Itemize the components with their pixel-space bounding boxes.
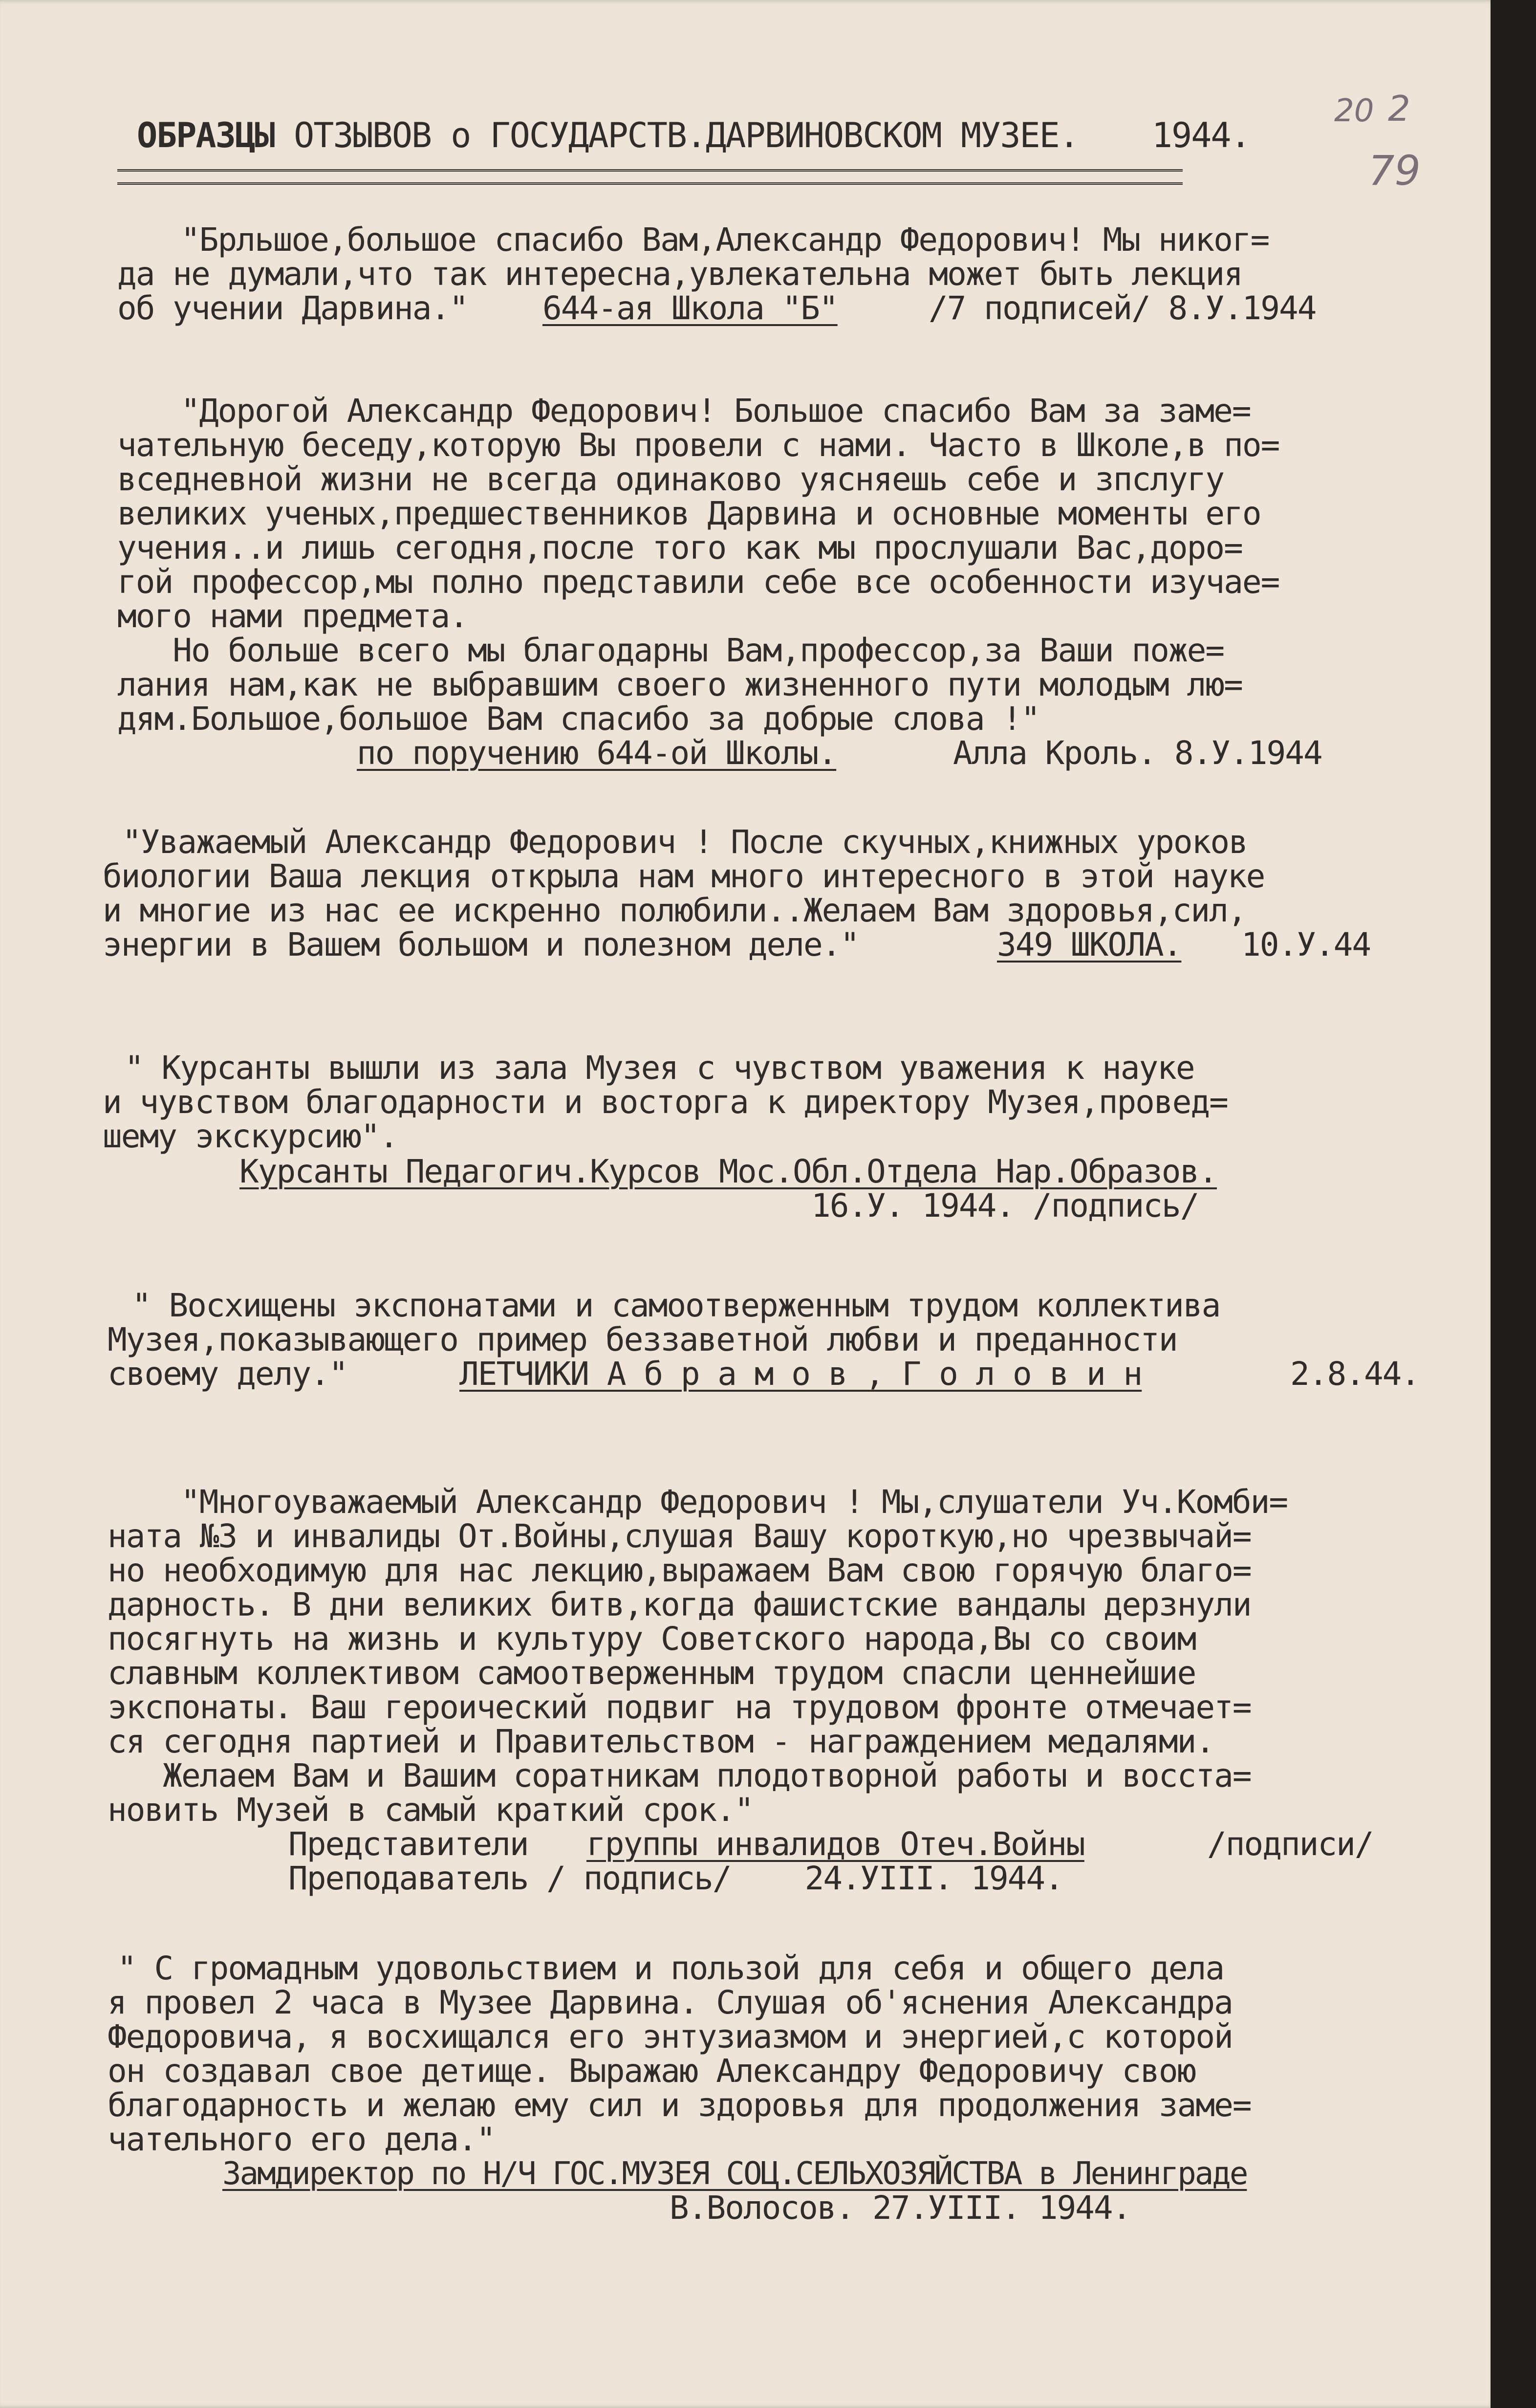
review-6-signature: группы инвалидов Отеч.Войны xyxy=(586,1825,1084,1863)
review-2-line-3: вседневной жизни не всегда одинаково уясняешь себе и зпслугу xyxy=(117,460,1224,498)
review-3-line-2: биологии Ваша лекция открыла нам много интересного в этой науке xyxy=(103,857,1265,895)
pencil-folio-number-3: 79 xyxy=(1368,147,1421,195)
review-2-line-5: учения..и лишь сегодня,после того как мы прослушали Вас,доро= xyxy=(117,529,1242,567)
scan-edge xyxy=(1491,0,1536,2408)
review-2-signature: по поручению 644-ой Школы. xyxy=(357,734,837,772)
review-2-line-2: чательную беседу,которую Вы провели с нами. Часто в Школе,в по= xyxy=(117,426,1279,464)
review-5-line-1: " Восхищены экспонатами и самоотверженным трудом коллектива xyxy=(132,1287,1220,1324)
review-2-line-7: мого нами предмета. xyxy=(117,597,468,635)
review-5-tail: 2.8.44. xyxy=(1290,1355,1420,1393)
review-6-line-2: ната №3 и инвалиды От.Войны,слушая Вашу короткую,но чрезвычай= xyxy=(108,1517,1251,1555)
review-6-line-1: "Многоуважаемый Александр Федорович ! Мы,слушатели Уч.Комби= xyxy=(181,1483,1288,1521)
pencil-folio-number-2: 2 xyxy=(1388,88,1410,129)
review-2-tail: Алла Кроль. 8.У.1944 xyxy=(953,734,1322,772)
review-4-signature: Курсанты Педагогич.Курсов Мос.Обл.Отдела Нар.Образов. xyxy=(239,1153,1217,1190)
title-year: 1944. xyxy=(1151,115,1250,155)
review-4-line-2: и чувством благодарности и восторга к директору Музея,провед= xyxy=(103,1083,1228,1121)
review-2-line-9: лания нам,как не выбравшим своего жизненного пути молодым лю= xyxy=(117,666,1242,703)
review-6-line-7: экспонаты. Ваш героический подвиг на трудовом фронте отмечает= xyxy=(108,1688,1251,1726)
pencil-folio-number: 20 xyxy=(1334,93,1374,129)
review-6-line-6: славным коллективом самоотверженным трудом спасли ценнейшие xyxy=(108,1654,1196,1692)
review-6-line-9: Желаем Вам и Вашим соратникам плодотворной работы и восста= xyxy=(108,1757,1251,1795)
title-double-rule xyxy=(117,169,1183,185)
review-7-line-6: чательного его дела." xyxy=(108,2121,495,2158)
review-5-signature: ЛЕТЧИКИ А б р а м о в , Г о л о в и н xyxy=(459,1355,1142,1393)
review-7-line-2: я провел 2 часа в Музее Дарвина. Слушая об'яснения Александра xyxy=(108,1984,1233,2021)
review-4-line-1: " Курсанты вышли из зала Музея с чувством уважения к науке xyxy=(125,1049,1194,1087)
review-1-line-1: "Брльшое,большое спасибо Вам,Александр Федорович! Мы никог= xyxy=(181,221,1269,259)
review-6-line-4: дарность. В дни великих битв,когда фашистские вандалы дерзнули xyxy=(108,1586,1251,1623)
review-3-line-3: и многие из нас ее искренно полюбили..Желаем Вам здоровья,сил, xyxy=(103,892,1246,929)
review-2-line-6: гой профессор,мы полно представили себе все особенности изучае= xyxy=(117,563,1279,601)
review-1-line-3: об учении Дарвина." xyxy=(117,289,468,327)
review-4-tail: 16.У. 1944. /подпись/ xyxy=(811,1187,1199,1225)
review-1-signature: 644-ая Школа "Б" xyxy=(542,289,838,327)
document-title xyxy=(137,115,1250,155)
review-7-line-4: он создавал свое детище. Выражаю Александру Федоровичу свою xyxy=(108,2052,1196,2090)
review-7-line-5: благодарность и желаю ему сил и здоровья для продолжения заме= xyxy=(108,2086,1251,2124)
review-6-line-3: но необходимую для нас лекцию,выражаем Вам свою горячую благо= xyxy=(108,1552,1251,1589)
review-6-tail: /подписи/ xyxy=(1207,1825,1373,1863)
review-2-line-4: великих ученых,предшественников Дарвина и основные моменты его xyxy=(117,495,1261,532)
title-text: ОТЗЫВОВ о ГОСУДАРСТВ.ДАРВИНОВСКОМ МУЗЕЕ. xyxy=(274,115,1079,155)
review-5-line-3: своему делу." xyxy=(108,1355,347,1393)
review-2-line-8: Но больше всего мы благодарны Вам,профессор,за Ваши поже= xyxy=(117,632,1224,669)
review-5-line-2: Музея,показывающего пример беззаветной любви и преданности xyxy=(108,1321,1177,1358)
review-3-line-4: энергии в Вашем большом и полезном деле." xyxy=(103,926,859,963)
review-2-line-1: "Дорогой Александр Федорович! Большое спасибо Вам за заме= xyxy=(181,392,1251,430)
review-3-signature: 349 ШКОЛА. xyxy=(997,926,1182,963)
review-6-line-8: ся сегодня партией и Правительством - награждением медалями. xyxy=(108,1723,1214,1760)
review-6-line-signature-2: Преподаватель / подпись/ 24.УIII. 1944. xyxy=(288,1860,1063,1897)
review-1-line-2: да не думали,что так интересна,увлекательна может быть лекция xyxy=(117,255,1242,293)
review-3-line-1: "Уважаемый Александр Федорович ! После скучных,книжных уроков xyxy=(122,823,1247,861)
review-6-line-10: новить Музей в самый краткий срок." xyxy=(108,1791,753,1829)
review-7-line-signature-2: В.Волосов. 27.УIII. 1944. xyxy=(670,2189,1131,2227)
review-6-signature-prefix: Представители xyxy=(288,1825,528,1863)
review-7-line-3: Федоровича, я восхищался его энтузиазмом и энергией,с которой xyxy=(108,2018,1233,2056)
review-3-tail: 10.У.44 xyxy=(1241,926,1371,963)
review-7-line-1: " С громадным удовольствием и пользой для себя и общего дела xyxy=(117,1949,1224,1987)
review-6-line-5: посягнуть на жизнь и культуру Советского народа,Вы со своим xyxy=(108,1620,1196,1658)
review-7-signature: Замдиректор по Н/Ч ГОС.МУЗЕЯ СОЦ.СЕЛЬХОЗЯЙСТВА в Ленинграде xyxy=(222,2156,1247,2192)
title-bold-word: ОБРАЗЦЫ xyxy=(137,115,275,155)
review-1-tail: /7 подписей/ 8.У.1944 xyxy=(929,289,1316,327)
review-4-line-3: шему экскурсию". xyxy=(103,1117,398,1155)
review-2-line-10: дям.Большое,большое Вам спасибо за добрые слова !" xyxy=(117,700,1039,738)
